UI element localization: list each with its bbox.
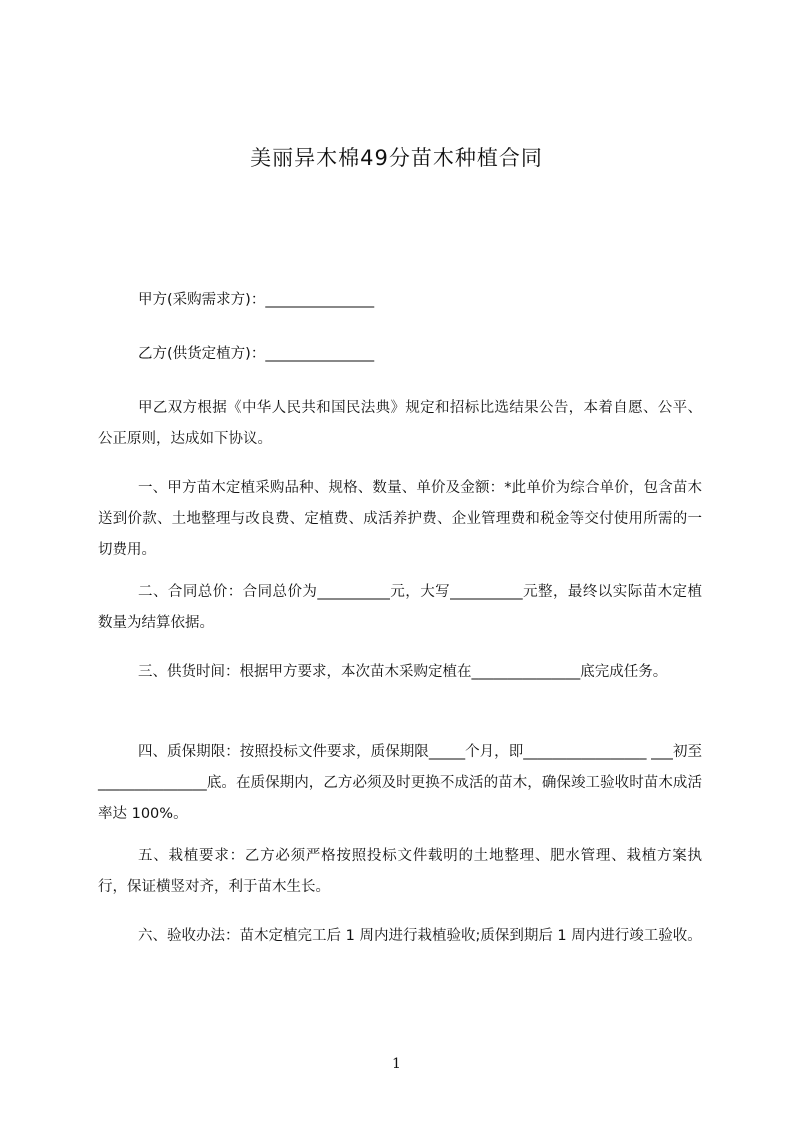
clause-3: 三、供货时间：根据甲方要求，本次苗木采购定植在_______________底完成任务。 [138, 664, 668, 680]
clause-5: 五、栽植要求：乙方必须严格按照投标文件载明的土地整理、肥水管理、栽植方案执行，保证横竖对齐，利于苗木生长。 [98, 848, 702, 895]
page-number: 1 [392, 1056, 401, 1072]
party-b-line: 乙方(供货定植方)：_______________ [138, 346, 375, 362]
document-title: 美丽异木棉49分苗木种植合同 [250, 146, 543, 170]
clause-6: 六、验收办法：苗木定植完工后 1 周内进行栽植验收;质保到期后 1 周内进行竣工验收。 [138, 928, 702, 944]
party-a-line: 甲方(采购需求方)：_______________ [138, 292, 375, 308]
clause-2: 二、合同总价：合同总价为__________元，大写__________元整，最终以实际苗木定植数量为结算依据。 [98, 584, 702, 631]
intro-paragraph: 甲乙双方根据《中华人民共和国民法典》规定和招标比选结果公告，本着自愿、公平、公正原则，达成如下协议。 [98, 400, 702, 447]
clause-1: 一、甲方苗木定植采购品种、规格、数量、单价及金额：*此单价为综合单价，包含苗木送到价款、土地整理与改良费、定植费、成活养护费、企业管理费和税金等交付使用所需的一切费用。 [98, 480, 702, 558]
clause-4: 四、质保期限：按照投标文件要求，质保期限_____个月，即_________________ ___初至_______________底。在质保期内，乙方必须及时更换不成活的苗木，确保竣工验收时苗木成活率达 100%。 [98, 744, 702, 822]
